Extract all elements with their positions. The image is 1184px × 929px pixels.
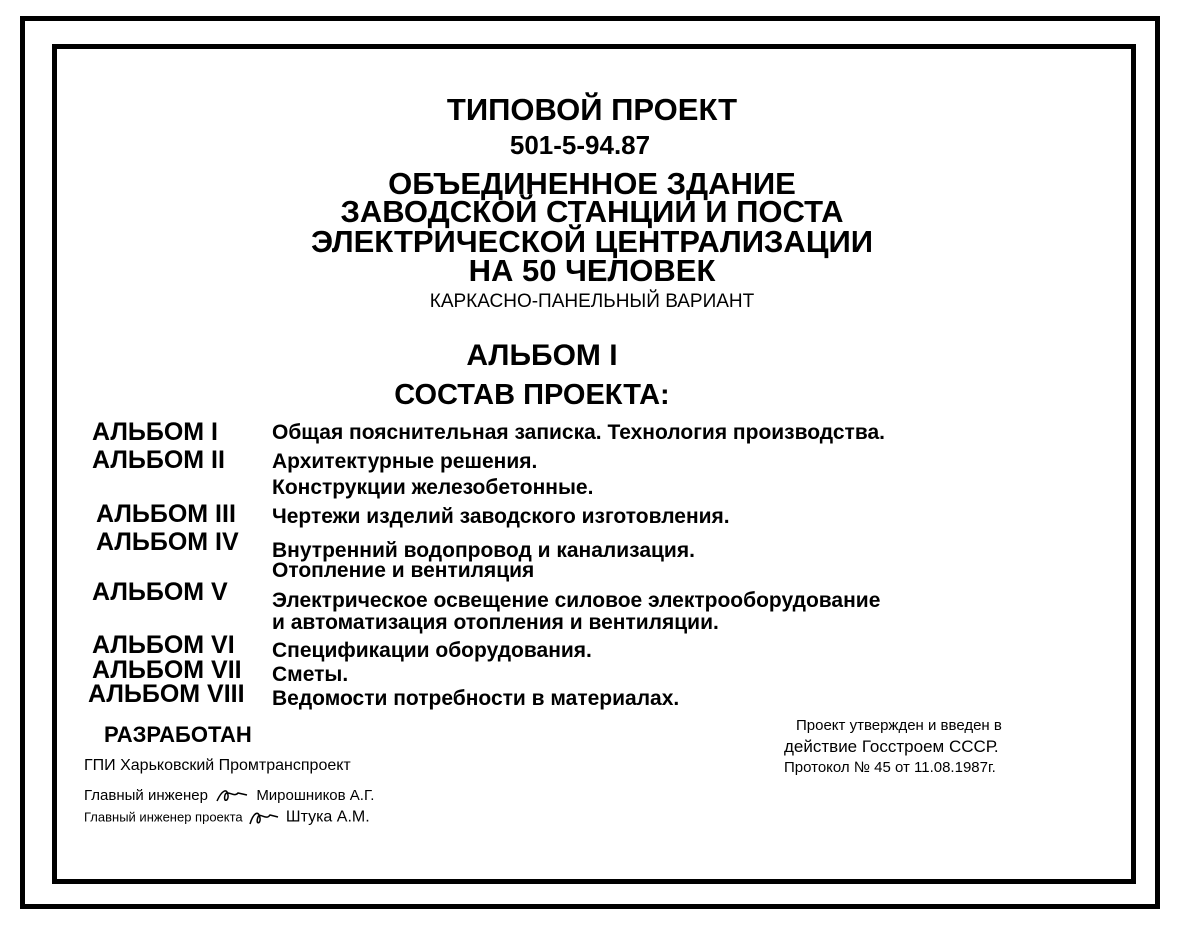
project-variant: КАРКАСНО-ПАНЕЛЬНЫЙ ВАРИАНТ xyxy=(429,291,755,312)
project-code: 501-5-94.87 xyxy=(509,130,651,160)
project-name-line-1: ОБЪЕДИНЕННОЕ ЗДАНИЕ xyxy=(388,166,796,201)
album-description: Общая пояснительная записка. Технология производства. xyxy=(272,421,885,444)
project-engineer-role: Главный инженер проекта xyxy=(84,809,243,825)
project-name-line-4: НА 50 ЧЕЛОВЕК xyxy=(468,253,716,288)
album-description: Отопление и вентиляция xyxy=(272,559,535,582)
approval-line-1: Проект утвержден и введен в xyxy=(796,717,1002,734)
project-engineer-row xyxy=(84,808,370,828)
signature-image xyxy=(214,786,250,806)
signature-image xyxy=(248,808,280,828)
album-label: АЛЬБОМ V xyxy=(92,578,228,606)
chief-engineer-name: Мирошников А.Г. xyxy=(256,786,375,804)
doc-type-title: ТИПОВОЙ ПРОЕКТ xyxy=(446,92,738,127)
album-description: Чертежи изделий заводского изготовления. xyxy=(272,505,730,528)
project-name-line-3: ЭЛЕКТРИЧЕСКОЙ ЦЕНТРАЛИЗАЦИИ xyxy=(310,224,874,259)
album-description: Внутренний водопровод и канализация. xyxy=(272,539,695,562)
chief-engineer-row xyxy=(84,786,374,806)
album-label: АЛЬБОМ IV xyxy=(96,528,239,556)
album-label: АЛЬБОМ III xyxy=(96,500,236,528)
approval-line-3: Протокол № 45 от 11.08.1987г. xyxy=(784,759,996,776)
album-label: АЛЬБОМ II xyxy=(92,446,225,474)
album-label: АЛЬБОМ VI xyxy=(92,631,235,659)
album-label: АЛЬБОМ I xyxy=(92,418,219,446)
developer-heading: РАЗРАБОТАН xyxy=(104,722,252,747)
album-title: АЛЬБОМ I xyxy=(466,339,618,372)
album-description: Спецификации оборудования. xyxy=(272,639,592,662)
album-label: АЛЬБОМ VIII xyxy=(88,680,245,708)
album-description: Электрическое освещение силовое электрооборудование xyxy=(272,589,881,612)
album-description: Сметы. xyxy=(272,663,349,686)
album-description: и автоматизация отопления и вентиляции. xyxy=(272,611,719,634)
project-engineer-name: Штука А.М. xyxy=(285,808,370,826)
chief-engineer-role: Главный инженер xyxy=(84,786,208,804)
album-description: Ведомости потребности в материалах. xyxy=(272,687,680,710)
album-description: Конструкции железобетонные. xyxy=(272,476,594,499)
approval-line-2: действие Госстроем СССР. xyxy=(784,737,999,756)
album-description: Архитектурные решения. xyxy=(272,450,538,473)
project-name-line-2: ЗАВОДСКОЙ СТАНЦИИ И ПОСТА xyxy=(340,194,844,229)
album-label: АЛЬБОМ VII xyxy=(92,656,242,684)
composition-heading: СОСТАВ ПРОЕКТА: xyxy=(394,379,670,411)
developer-org: ГПИ Харьковский Промтранспроект xyxy=(84,757,351,774)
